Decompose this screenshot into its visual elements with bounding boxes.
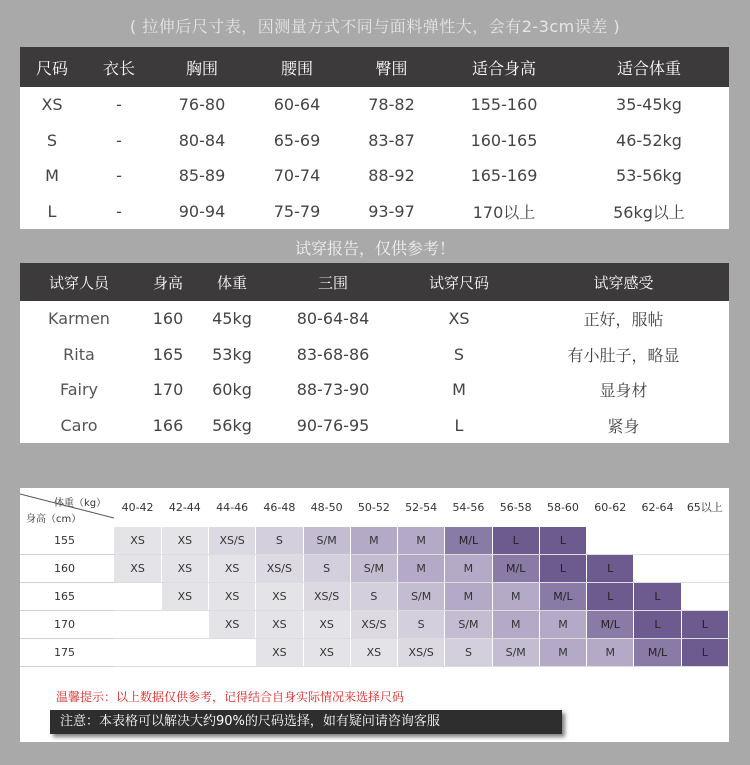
tester-name: Rita [63,344,95,364]
trial-title: 试穿报告，仅供参考！ [294,239,455,258]
trial-table-cell: 165 [152,344,184,364]
size-table-cell: 35-45kg [616,95,682,115]
size-table-cell: 80-84 [178,130,226,150]
size-cell: M/L [539,583,586,611]
trial-table-header-cell: 试穿尺码 [400,263,518,301]
height-label: 175 [20,639,114,667]
trial-table-cell: 166 [152,415,184,435]
size-cell [681,555,728,583]
weight-header: 44-46 [216,500,249,514]
size-cell: M [539,611,586,639]
size-cell: XS [303,639,350,667]
size-cell: M [398,527,445,555]
trial-table-cell: 56kg [212,415,252,435]
size-table-header-cell: 臀围 [344,47,439,87]
size-cell: M [398,555,445,583]
size-table-cell: 85-89 [178,166,226,186]
size-table-cell: 88-92 [368,166,415,186]
size-cell: XS [114,555,161,583]
trial-table-header-cell: 体重 [198,263,266,301]
warning-text: 温馨提示：以上数据仅供参考，记得结合自身实际情况来选择尺码 [56,690,405,704]
size-cell [161,611,208,639]
size-table-cell: 165-169 [470,166,538,186]
size-table-cell: 155-160 [470,95,538,115]
size-cell: S/M [303,527,350,555]
trial-table-cell: 显身材 [599,381,648,401]
weight-header: 65以上 [686,501,723,514]
trial-table-cell: 紧身 [607,416,640,436]
note-bar: 注意：本表格可以解决大约90%的尺码选择，如有疑问请咨询客服 [50,710,562,734]
trial-table-row [20,301,729,337]
trial-table-cell: 53kg [212,344,252,364]
trial-table-cell: 有小肚子，略显 [567,345,680,365]
size-table-cell: - [116,166,122,186]
size-cell: XS [256,639,303,667]
size-cell [208,639,255,667]
size-table-cell: 170以上 [472,202,536,222]
size-cell: XS [161,527,208,555]
size-cell: L [539,527,586,555]
trial-table-row [20,408,729,444]
trial-table-cell: 正好，服帖 [583,310,664,330]
size-cell: L [681,639,728,667]
weight-header: 50-52 [357,500,390,514]
trial-table-cell: 88-73-90 [296,380,370,400]
size-table-header [20,47,729,87]
size-cell: L [681,611,728,639]
trial-table-cell: 160 [152,309,184,329]
weight-header: 54-56 [452,500,485,514]
size-cell: XS [114,527,161,555]
trial-table-cell: 90-76-95 [296,415,370,435]
size-cell: M [539,639,586,667]
size-cell: XS/S [350,611,397,639]
top-note: ( 拉伸后尺寸表，因测量方式不同与面料弹性大，会有2-3cm误差 ) [129,17,621,36]
size-cell [587,527,634,555]
trial-table-cell: 45kg [212,309,252,329]
size-cell: XS [208,583,255,611]
size-cell [634,527,681,555]
trial-table-cell: 170 [152,380,184,400]
size-table-cell: - [116,95,122,115]
grid-row [20,639,729,667]
size-cell: S/M [398,583,445,611]
size-cell: L [587,583,634,611]
tester-name: Fairy [59,380,99,400]
trial-table-cell: XS [448,309,470,329]
size-table-cell: M [45,166,59,186]
trial-table-cell: 80-64-84 [296,309,370,329]
size-cell: XS [256,611,303,639]
size-cell: XS/S [256,555,303,583]
size-cell [114,583,161,611]
size-cell: S [445,639,492,667]
size-cell: XS/S [208,527,255,555]
trial-table-cell: 83-68-86 [296,344,370,364]
size-table-cell: L [47,201,57,221]
size-cell: S [350,583,397,611]
size-table-cell: 53-56kg [616,166,682,186]
weight-header: 46-48 [263,500,296,514]
height-label: 170 [20,611,114,639]
size-cell: XS [350,639,397,667]
size-table-header-cell: 腰围 [250,47,344,87]
height-label: 155 [20,527,114,555]
trial-table-row [20,372,729,408]
trial-table-row [20,337,729,373]
size-cell [114,611,161,639]
weight-header: 58-60 [546,500,579,514]
size-cell: L [492,527,539,555]
size-table-cell: 160-165 [470,130,538,150]
size-cell: L [587,555,634,583]
size-table-header-cell: 适合体重 [569,47,729,87]
size-table-cell: - [116,201,122,221]
weight-axis-label: 体重（kg） [54,498,107,509]
size-cell: XS/S [303,583,350,611]
weight-header: 42-44 [168,500,201,514]
size-table-cell: 46-52kg [616,130,682,150]
size-cell [634,555,681,583]
size-table-cell: 93-97 [368,201,415,221]
trial-table-cell: 60kg [212,380,252,400]
grid-row [20,527,729,555]
size-cell: XS [161,555,208,583]
size-cell: M [445,555,492,583]
size-cell: XS/S [398,639,445,667]
tester-name: Caro [60,415,98,435]
size-cell [114,639,161,667]
grid-corner [20,488,114,527]
size-cell: M/L [445,527,492,555]
size-table-cell: 65-69 [273,130,321,150]
tester-name: Karmen [48,309,110,329]
size-table-cell: 56kg以上 [613,202,685,222]
size-table-cell: 90-94 [178,201,226,221]
size-table-header-cell: 胸围 [154,47,250,87]
size-cell: L [634,611,681,639]
size-cell [681,583,728,611]
trial-table-header-cell: 身高 [138,263,198,301]
weight-header: 40-42 [121,500,154,514]
size-table-row [20,123,729,159]
size-recommendation-grid [20,488,729,742]
size-table-cell: 70-74 [273,166,321,186]
size-table-row [20,194,729,230]
size-cell: M/L [587,611,634,639]
size-table-cell: 75-79 [273,201,321,221]
size-cell: M/L [634,639,681,667]
weight-header: 48-50 [310,500,343,514]
size-cell: M [492,583,539,611]
size-table-header-cell: 尺码 [20,47,84,87]
trial-table-cell: M [452,380,466,400]
size-cell: M [445,583,492,611]
trial-table-cell: L [454,415,464,435]
size-table-row [20,87,729,123]
size-table [20,47,729,229]
size-table-cell: 60-64 [273,95,321,115]
size-table-cell: 83-87 [368,130,415,150]
size-table-cell: - [116,130,122,150]
grid-row [20,583,729,611]
size-cell: M [492,611,539,639]
size-cell: S/M [492,639,539,667]
size-cell: L [634,583,681,611]
height-label: 165 [20,583,114,611]
size-table-cell: 76-80 [178,95,226,115]
size-cell: M [587,639,634,667]
size-table-cell: XS [41,95,63,115]
size-cell: XS [303,611,350,639]
trial-table-header-cell: 试穿感受 [518,263,729,301]
weight-header: 62-64 [641,500,674,514]
size-table-header-cell: 衣长 [84,47,154,87]
size-table-cell: S [46,130,58,150]
height-label: 160 [20,555,114,583]
size-cell: S/M [350,555,397,583]
size-cell: L [539,555,586,583]
size-cell: S [398,611,445,639]
trial-table-header-cell: 三围 [266,263,400,301]
weight-header: 52-54 [405,500,438,514]
size-table-header-cell: 适合身高 [439,47,569,87]
weight-header: 60-62 [594,500,627,514]
size-cell: M [350,527,397,555]
size-cell: XS [161,583,208,611]
trial-table-cell: S [453,344,465,364]
height-axis-label: 身高（cm） [26,514,82,525]
size-cell [161,639,208,667]
trial-table [20,263,729,443]
size-cell: S [303,555,350,583]
size-table-row [20,158,729,194]
size-cell [681,527,728,555]
trial-table-header [20,263,729,301]
size-cell: XS [208,611,255,639]
size-cell: XS [256,583,303,611]
grid-row [20,611,729,639]
size-cell: M/L [492,555,539,583]
trial-table-header-cell: 试穿人员 [20,263,138,301]
weight-header: 56-58 [499,500,532,514]
size-cell: S/M [445,611,492,639]
size-cell: XS [208,555,255,583]
size-table-cell: 78-82 [368,95,415,115]
size-cell: S [256,527,303,555]
grid-row [20,555,729,583]
